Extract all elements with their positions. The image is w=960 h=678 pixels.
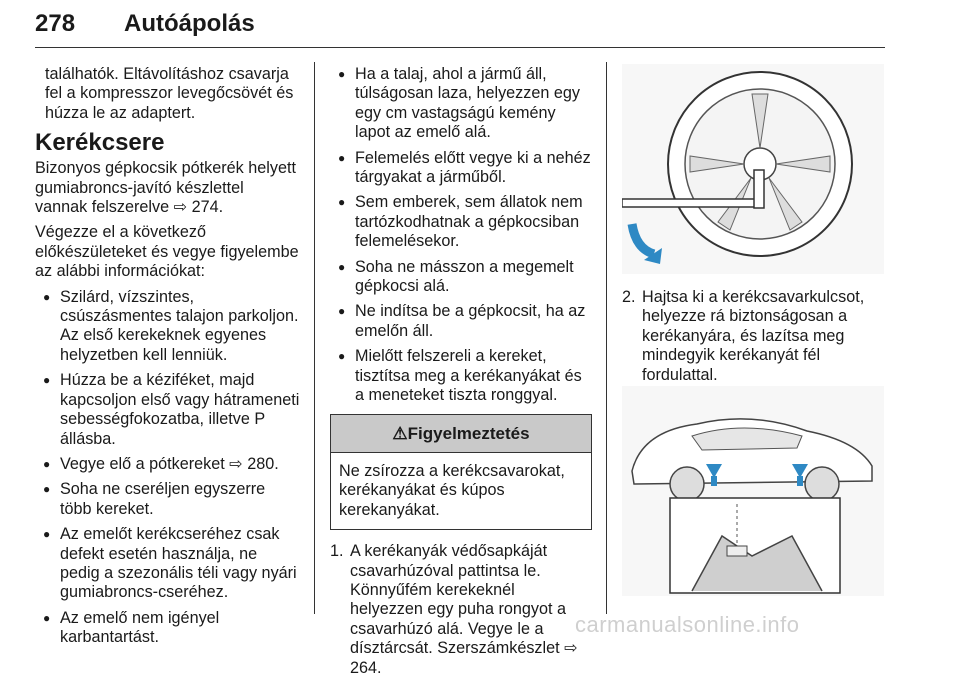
- step-2: 2. Hajtsa ki a kerékcsavarkulcsot, helyezze rá biztonságosan a kerékanyára, és lazítsa meg mindegyik kerékanyát fél fordulattal.: [622, 288, 865, 384]
- wheel-illustration-icon: [622, 64, 884, 274]
- list-item: ● Soha ne másszon a megemelt gépkocsi alá.: [338, 257, 574, 296]
- list-item: ● Sem emberek, sem állatok nem tartózkodhatnak a gépkocsiban felemelésekor.: [338, 193, 583, 251]
- list-item: ● Az emelő nem igényel karbantartást.: [43, 608, 220, 647]
- warning-box: [330, 414, 592, 531]
- warning-header: [331, 415, 591, 453]
- list-item: ● Ha a talaj, ahol a jármű áll, túlságosan laza, helyezzen egy egy cm vastagságú kemény lapot az emelő alá.: [338, 65, 580, 142]
- warning-triangle-icon: ⚠: [392, 423, 408, 443]
- column-divider-2: [606, 62, 607, 614]
- watermark-text: carmanualsonline.info: [575, 612, 800, 637]
- car-jack-illustration: [622, 386, 884, 596]
- list-item: ● Soha ne cseréljen egyszerre több kereket.: [43, 480, 266, 518]
- section-title: Autóápolás: [124, 10, 255, 37]
- paragraph-2: Végezze el a következő előkészületeket és vegye figyelembe az alábbi információkat:: [35, 223, 299, 281]
- column-divider-1: [314, 62, 315, 614]
- header-rule: [35, 47, 885, 48]
- step-1: 1. A kerékanyák védősapkáját csavarhúzóval pattintsa le. Könnyűfém kerekeknél helyezzen egy puha rongyot a csavarhúzó alá. Vegye le a dísztárcsát. Szerszámkészlet ⇨ 264.: [330, 542, 578, 677]
- section-heading: Kerékcsere: [35, 129, 165, 157]
- warning-body: Ne zsírozza a kerékcsavarokat, kerékanyákat és kúpos kerekanyákat.: [339, 461, 565, 519]
- warning-title: Figyelmeztetés: [407, 423, 530, 443]
- steps-list-2: [622, 288, 884, 385]
- list-item: ● Ne indítsa be a gépkocsit, ha az emelőn áll.: [338, 302, 586, 340]
- intro-text: találhatók. Eltávolításhoz csavarja fel a kompresszor levegőcsövét és húzza le az adaptert.: [45, 65, 294, 122]
- precaution-list-2: [330, 65, 592, 406]
- column-2: [330, 65, 592, 678]
- list-item: ● Mielőtt felszereli a kereket, tisztítsa meg a kerékanyákat és a meneteket tiszta ronggyal.: [338, 347, 582, 405]
- column-1: [35, 65, 300, 654]
- list-item: ● Szilárd, vízszintes, csúszásmentes talajon parkoljon. Az első kerekeknek egyenes helyzetben kell lenniük.: [43, 287, 299, 364]
- list-item: ● Húzza be a kéziféket, majd kapcsoljon első vagy hátrameneti sebességfokozatba, illetve P állásba.: [43, 371, 300, 448]
- page-header: [35, 6, 885, 46]
- page-number: 278: [35, 10, 76, 37]
- steps-list: [330, 542, 592, 678]
- car-jack-icon: [622, 386, 884, 596]
- column-3-text: [622, 288, 884, 385]
- precaution-list: [35, 288, 300, 648]
- list-item: ● Vegye elő a pótkereket ⇨ 280.: [43, 454, 279, 473]
- paragraph-1: Bizonyos gépkocsik pótkerék helyett gumiabroncs-javító készlettel vannak felszerelve ⇨ 274.: [35, 159, 296, 217]
- list-item: ● Felemelés előtt vegye ki a nehéz tárgyakat a járműből.: [338, 148, 591, 187]
- list-item: ● Az emelőt kerékcseréhez csak defekt esetén használja, ne pedig a szezonális téli vagy nyári gumiabroncs-cseréhez.: [43, 525, 297, 602]
- wheel-wrench-illustration: [622, 64, 884, 274]
